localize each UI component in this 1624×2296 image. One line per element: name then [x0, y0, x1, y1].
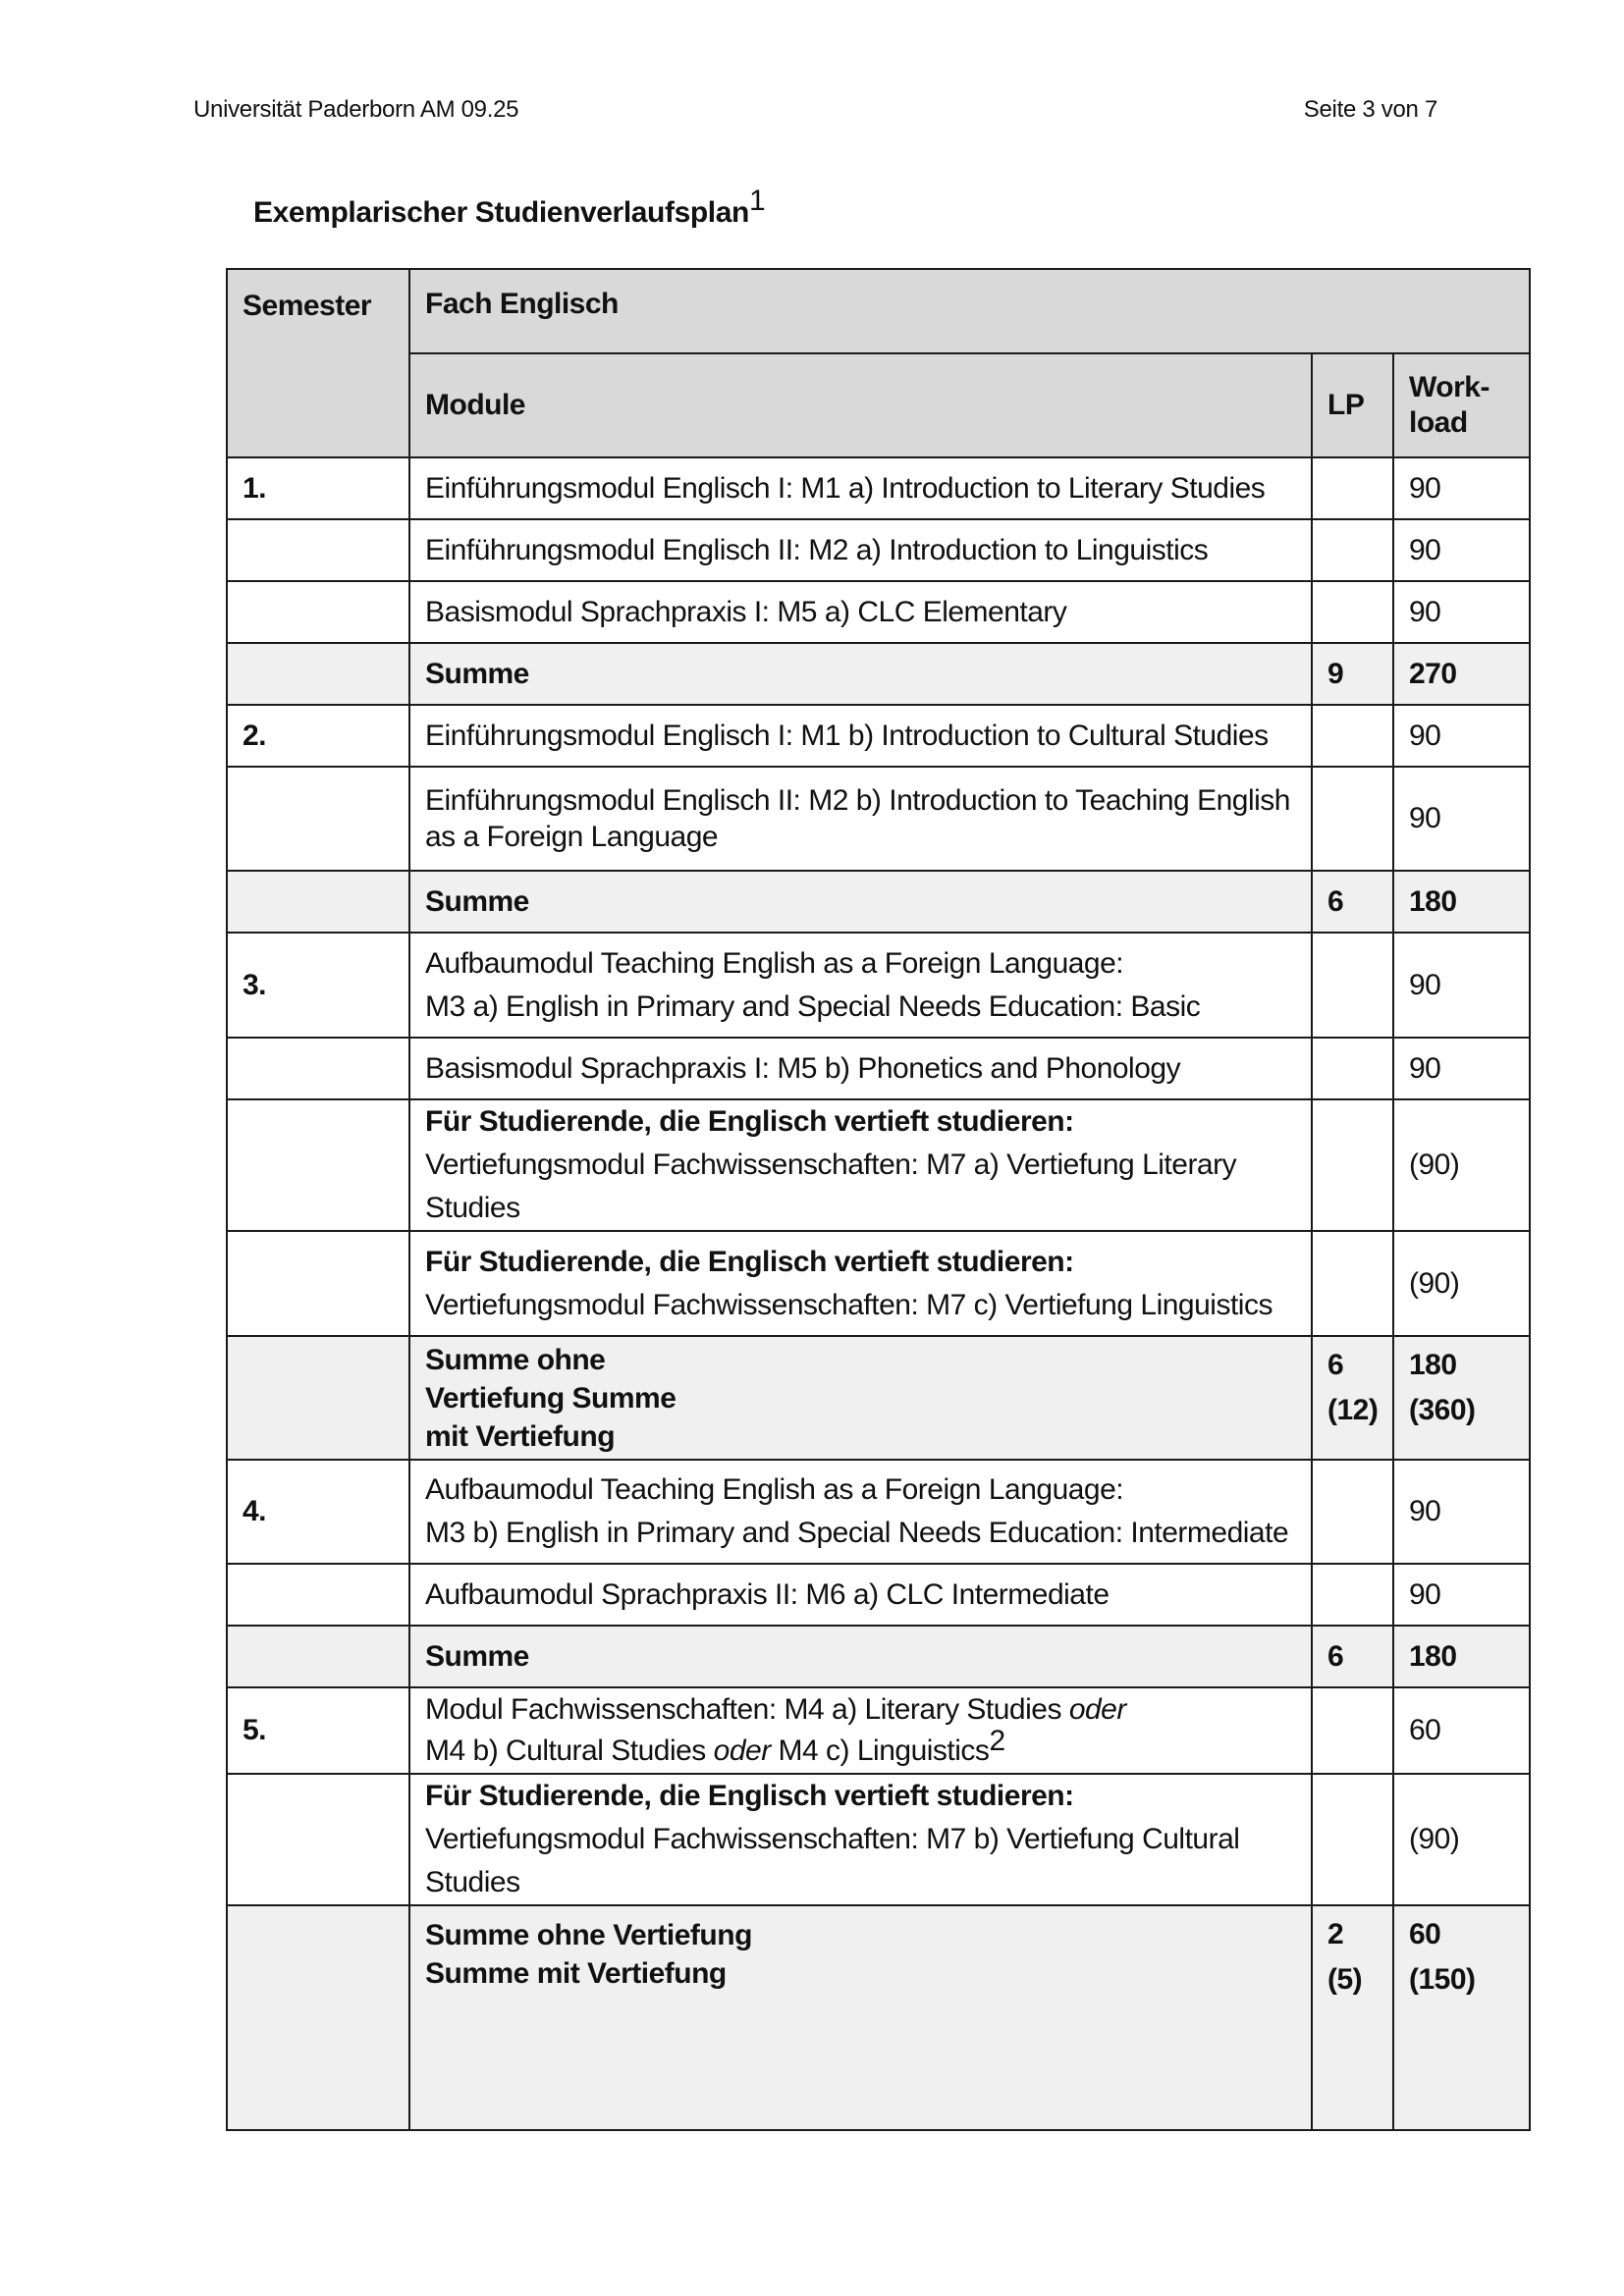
study-plan-table — [226, 268, 1531, 2131]
header-lp: LP — [1312, 353, 1393, 457]
header-module: Module — [409, 353, 1312, 457]
table-subheader-row — [227, 353, 1530, 457]
sum-workload: 270 — [1393, 643, 1530, 705]
semester-cell — [227, 1038, 409, 1099]
header-semester: Semester — [227, 269, 409, 457]
module-cell: Einführungsmodul Englisch I: M1 a) Introduction to Literary Studies — [409, 457, 1312, 519]
workload-cell: 90 — [1393, 767, 1530, 871]
module-cell — [409, 1099, 1312, 1231]
workload-cell: (90) — [1393, 1231, 1530, 1336]
module-cell: Einführungsmodul Englisch II: M2 b) Introduction to Teaching English as a Foreign Language — [409, 767, 1312, 871]
sum-label-line: mit Vertiefung — [425, 1419, 616, 1453]
table-row — [227, 519, 1530, 581]
lp-cell — [1312, 581, 1393, 643]
module-cell: Basismodul Sprachpraxis I: M5 a) CLC Elementary — [409, 581, 1312, 643]
semester-cell: 4. — [227, 1460, 409, 1564]
semester-cell — [227, 1774, 409, 1905]
workload-cell: 90 — [1393, 705, 1530, 767]
sum-row — [227, 1905, 1530, 2130]
semester-cell — [227, 1099, 409, 1231]
sum-lp-value: (12) — [1327, 1394, 1379, 1426]
module-line: Aufbaumodul Teaching English as a Foreign Language: — [425, 1473, 1124, 1506]
lp-cell — [1312, 1231, 1393, 1336]
header-workload: Work-load — [1393, 353, 1530, 457]
module-cell: Aufbaumodul Sprachpraxis II: M6 a) CLC Intermediate — [409, 1564, 1312, 1626]
sum-workload — [1393, 1336, 1530, 1460]
lp-cell — [1312, 1564, 1393, 1626]
header-page-number: Seite 3 von 7 — [1303, 96, 1437, 123]
sum-label — [409, 1336, 1312, 1460]
module-cell — [409, 1774, 1312, 1905]
module-cell: Basismodul Sprachpraxis I: M5 b) Phonetics and Phonology — [409, 1038, 1312, 1099]
table-row — [227, 767, 1530, 871]
workload-cell: 90 — [1393, 457, 1530, 519]
module-line: Für Studierende, die Englisch vertieft studieren: — [425, 1105, 1074, 1138]
sum-lp-value: (5) — [1327, 1963, 1363, 1996]
title-footnote-marker: 1 — [748, 185, 766, 217]
table-row — [227, 1099, 1530, 1231]
footnote-marker: 2 — [989, 1725, 1005, 1757]
table-row — [227, 933, 1530, 1038]
sum-lp: 6 — [1312, 871, 1393, 933]
sum-label-line: Summe ohne Vertiefung — [425, 1919, 752, 1951]
sum-label: Summe — [409, 1626, 1312, 1687]
lp-cell — [1312, 1038, 1393, 1099]
module-cell — [409, 1231, 1312, 1336]
module-text: Modul Fachwissenschaften: M4 a) Literary Studies — [425, 1693, 1069, 1726]
sum-label-line: Vertiefung Summe — [425, 1381, 677, 1415]
semester-cell — [227, 1231, 409, 1336]
module-text: M4 b) Cultural Studies — [425, 1735, 714, 1767]
table-row — [227, 1231, 1530, 1336]
sum-label — [409, 1905, 1312, 2130]
module-line: Vertiefungsmodul Fachwissenschaften: M7 b) Vertiefung Cultural Studies — [425, 1823, 1240, 1898]
semester-cell: 3. — [227, 933, 409, 1038]
title-text: Exemplarischer Studienverlaufsplan — [253, 196, 749, 229]
lp-cell — [1312, 1460, 1393, 1564]
table-row — [227, 1038, 1530, 1099]
workload-cell: 90 — [1393, 1038, 1530, 1099]
module-line — [425, 1725, 1296, 1772]
table-row — [227, 581, 1530, 643]
lp-cell — [1312, 457, 1393, 519]
sum-workload-value: 180 — [1409, 1349, 1457, 1381]
lp-cell — [1312, 767, 1393, 871]
semester-cell — [227, 1626, 409, 1687]
sum-workload — [1393, 1905, 1530, 2130]
semester-cell — [227, 1336, 409, 1460]
sum-lp-value: 2 — [1327, 1918, 1344, 1950]
workload-cell: 90 — [1393, 1460, 1530, 1564]
table-row — [227, 1564, 1530, 1626]
sum-workload-value: (150) — [1409, 1963, 1476, 1996]
sum-row — [227, 1626, 1530, 1687]
module-text-italic: oder — [713, 1735, 771, 1767]
lp-cell — [1312, 519, 1393, 581]
sum-workload-value: 60 — [1409, 1918, 1441, 1950]
module-line: Vertiefungsmodul Fachwissenschaften: M7 a) Vertiefung Literary Studies — [425, 1148, 1237, 1224]
module-line: Aufbaumodul Teaching English as a Foreign Language: — [425, 946, 1124, 980]
sum-lp: 9 — [1312, 643, 1393, 705]
table-header-row — [227, 269, 1530, 353]
semester-cell — [227, 767, 409, 871]
sum-row — [227, 871, 1530, 933]
workload-cell: 60 — [1393, 1687, 1530, 1774]
workload-cell: 90 — [1393, 519, 1530, 581]
sum-lp — [1312, 1905, 1393, 2130]
sum-label-line: Summe mit Vertiefung — [425, 1957, 727, 1990]
module-line: Für Studierende, die Englisch vertieft studieren: — [425, 1780, 1074, 1812]
lp-cell — [1312, 1099, 1393, 1231]
sum-row — [227, 643, 1530, 705]
module-cell — [409, 1460, 1312, 1564]
sum-label-line: Summe ohne — [425, 1343, 606, 1376]
module-line — [425, 1689, 1296, 1731]
table-row — [227, 1687, 1530, 1774]
lp-cell — [1312, 705, 1393, 767]
semester-cell — [227, 1905, 409, 2130]
header-institution: Universität Paderborn AM 09.25 — [193, 96, 519, 123]
semester-cell: 1. — [227, 457, 409, 519]
page-title — [253, 185, 766, 230]
module-cell — [409, 1687, 1312, 1774]
sum-label: Summe — [409, 643, 1312, 705]
sum-lp — [1312, 1336, 1393, 1460]
table-row — [227, 1774, 1530, 1905]
semester-cell — [227, 1564, 409, 1626]
lp-cell — [1312, 933, 1393, 1038]
workload-cell: (90) — [1393, 1099, 1530, 1231]
table-row — [227, 1460, 1530, 1564]
module-cell — [409, 933, 1312, 1038]
workload-cell: 90 — [1393, 581, 1530, 643]
module-cell: Einführungsmodul Englisch I: M1 b) Introduction to Cultural Studies — [409, 705, 1312, 767]
workload-cell: (90) — [1393, 1774, 1530, 1905]
lp-cell — [1312, 1774, 1393, 1905]
semester-cell — [227, 643, 409, 705]
module-text: M4 c) Linguistics — [770, 1735, 990, 1767]
table-row — [227, 457, 1530, 519]
sum-workload: 180 — [1393, 1626, 1530, 1687]
sum-workload-value: (360) — [1409, 1394, 1476, 1426]
sum-workload: 180 — [1393, 871, 1530, 933]
semester-cell: 5. — [227, 1687, 409, 1774]
module-line: Vertiefungsmodul Fachwissenschaften: M7 c) Vertiefung Linguistics — [425, 1288, 1272, 1321]
semester-cell — [227, 871, 409, 933]
semester-cell — [227, 581, 409, 643]
sum-label: Summe — [409, 871, 1312, 933]
module-text-italic: oder — [1068, 1693, 1126, 1726]
workload-cell: 90 — [1393, 933, 1530, 1038]
semester-cell — [227, 519, 409, 581]
header-fach: Fach Englisch — [409, 269, 1530, 353]
workload-cell: 90 — [1393, 1564, 1530, 1626]
module-line: Für Studierende, die Englisch vertieft studieren: — [425, 1245, 1074, 1278]
sum-lp-value: 6 — [1327, 1349, 1344, 1381]
module-cell: Einführungsmodul Englisch II: M2 a) Introduction to Linguistics — [409, 519, 1312, 581]
table-row — [227, 705, 1530, 767]
module-line: M3 b) English in Primary and Special Needs Education: Intermediate — [425, 1517, 1289, 1549]
module-line: M3 a) English in Primary and Special Needs Education: Basic — [425, 989, 1201, 1023]
sum-row — [227, 1336, 1530, 1460]
lp-cell — [1312, 1687, 1393, 1774]
semester-cell: 2. — [227, 705, 409, 767]
sum-lp: 6 — [1312, 1626, 1393, 1687]
